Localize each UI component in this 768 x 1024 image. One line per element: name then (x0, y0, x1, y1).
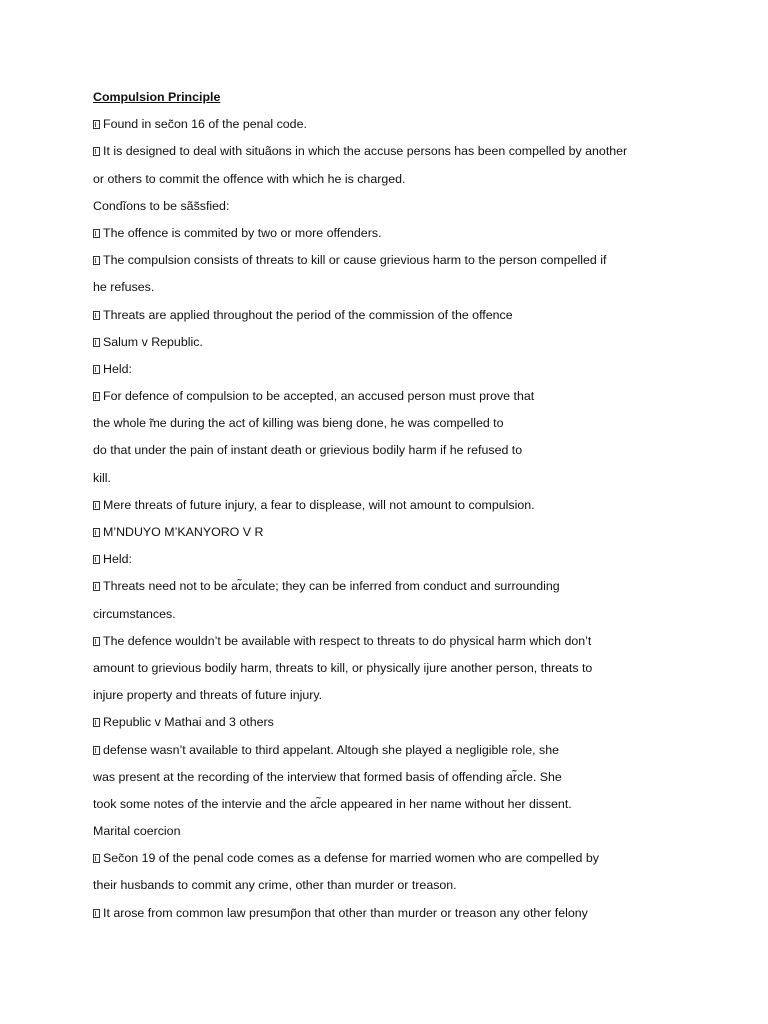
bullet-line (93, 546, 693, 573)
line-text: Found in sec̃on 16 of the penal code. (103, 117, 307, 132)
line-text: their husbands to commit any crime, other than murder or treason. (93, 878, 457, 893)
line-text: Threats are applied throughout the period of the commission of the offence (103, 307, 513, 322)
text-line (93, 682, 693, 709)
missing-glyph-bullet-icon (93, 637, 100, 646)
line-text: the whole ̃me during the act of killing was bieng done, he was compelled to (93, 416, 504, 431)
text-line (93, 818, 693, 845)
text-line (93, 410, 693, 437)
missing-glyph-bullet-icon (93, 256, 100, 265)
text-line (93, 437, 693, 464)
line-text: Condĩons to be sãs̃sfied: (93, 198, 230, 213)
bullet-line (93, 573, 693, 600)
line-text: Compulsion Principle (93, 90, 221, 104)
line-text: he refuses. (93, 280, 155, 295)
missing-glyph-bullet-icon (93, 229, 100, 238)
text-line (93, 274, 693, 301)
bullet-line (93, 737, 693, 764)
bullet-line (93, 845, 693, 872)
bullet-line (93, 111, 693, 138)
bullet-line (93, 220, 693, 247)
text-line (93, 791, 693, 818)
line-text: Mere threats of future injury, a fear to displease, will not amount to compulsion. (103, 497, 535, 512)
bullet-line (93, 302, 693, 329)
missing-glyph-bullet-icon (93, 746, 100, 755)
missing-glyph-bullet-icon (93, 365, 100, 374)
line-text: It arose from common law presump̃on that other than murder or treason any other felony (103, 905, 588, 920)
section-heading (93, 84, 693, 111)
text-line (93, 193, 693, 220)
line-text: M’NDUYO M’KANYORO V R (103, 525, 264, 539)
line-text: amount to grievious bodily harm, threats to kill, or physically ijure another person, threats to (93, 660, 593, 675)
missing-glyph-bullet-icon (93, 718, 100, 727)
line-text: was present at the recording of the interview that formed basis of offending ar̃cle. She (93, 769, 562, 784)
text-line (93, 601, 693, 628)
text-line (93, 166, 693, 193)
line-text: The defence wouldn’t be available with respect to threats to do physical harm which don’t (103, 633, 592, 648)
text-line (93, 655, 693, 682)
missing-glyph-bullet-icon (93, 120, 100, 129)
line-text: Salum v Republic. (103, 334, 203, 349)
missing-glyph-bullet-icon (93, 311, 100, 320)
line-text: Republic v Mathai and 3 others (103, 715, 274, 730)
line-text: For defence of compulsion to be accepted, an accused person must prove that (103, 389, 535, 404)
line-text: It is designed to deal with situãons in which the accuse persons has been compelled by another (103, 144, 628, 159)
missing-glyph-bullet-icon (93, 338, 100, 347)
bullet-line (93, 356, 693, 383)
document-page (93, 84, 693, 927)
missing-glyph-bullet-icon (93, 392, 100, 401)
bullet-line (93, 329, 693, 356)
line-text: circumstances. (93, 606, 176, 621)
line-text: The compulsion consists of threats to kill or cause grievious harm to the person compelled if (103, 253, 607, 268)
bullet-line (93, 628, 693, 655)
line-text: or others to commit the offence with which he is charged. (93, 171, 406, 186)
text-line (93, 764, 693, 791)
line-text: defense wasn’t available to third appelant. Altough she played a negligible role, she (103, 742, 560, 757)
missing-glyph-bullet-icon (93, 501, 100, 510)
missing-glyph-bullet-icon (93, 854, 100, 863)
bullet-line (93, 709, 693, 736)
missing-glyph-bullet-icon (93, 147, 100, 156)
missing-glyph-bullet-icon (93, 582, 100, 591)
line-text: Marital coercion (93, 824, 181, 839)
line-text: Sec̃on 19 of the penal code comes as a defense for married women who are compelled by (103, 851, 599, 866)
missing-glyph-bullet-icon (93, 528, 100, 537)
line-text: kill. (93, 470, 111, 485)
line-text: took some notes of the intervie and the ar̃cle appeared in her name without her dissent. (93, 796, 572, 811)
line-text: Held: (103, 552, 132, 567)
line-text: Held: (103, 361, 132, 376)
line-text: Threats need not to be ar̃culate; they can be inferred from conduct and surrounding (103, 579, 560, 594)
line-text: The offence is commited by two or more offenders. (103, 225, 382, 240)
line-text: do that under the pain of instant death or grievious bodily harm if he refused to (93, 443, 523, 458)
missing-glyph-bullet-icon (93, 909, 100, 918)
bullet-line (93, 383, 693, 410)
text-line (93, 872, 693, 899)
missing-glyph-bullet-icon (93, 555, 100, 564)
bullet-line (93, 138, 693, 165)
line-text: injure property and threats of future injury. (93, 688, 323, 703)
text-line (93, 465, 693, 492)
bullet-line (93, 519, 693, 546)
bullet-line (93, 247, 693, 274)
bullet-line (93, 492, 693, 519)
bullet-line (93, 900, 693, 927)
